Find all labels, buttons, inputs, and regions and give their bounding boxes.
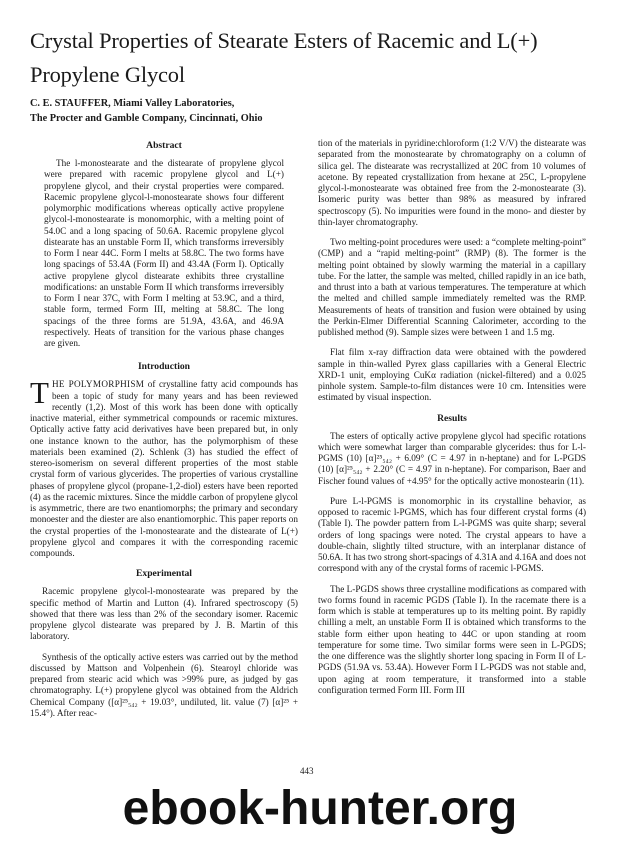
abstract-heading: Abstract [146,140,182,151]
page-number: 443 [300,766,314,776]
left-column [30,140,298,728]
paper-title: Crystal Properties of Stearate Esters of Racemic and L(+) Propylene Glycol [30,28,538,87]
introduction-paragraph [30,375,298,559]
watermark-text: ebook-hunter.org [122,782,518,835]
experimental-paragraph-4: Two melting-point procedures were used: a “complete melting-point” (CMP) and a “rapid melting-point” (RMP) (8). The former is the melting point obtained by slowly warming the material in a capillary tube. For the latter, the sample was melted, chilled rapidly in an ice bath, and thrust into a bath at various temperatures. The temperature at which the melted and chilled sample immediately remelted was the RMP. Measurements of heats of transition and fusion were obtained by using the Perkin-Elmer Differential Scanning Calorimeter, according to the published method (9). Sample sizes were between 1 and 1.5 mg. [318,237,586,337]
watermark-logo [120,772,520,842]
experimental-paragraph-3: tion of the materials in pyridine:chloroform (1:2 V/V) the distearate was separated from the monostearate by chromatography on a column of silica gel. The distearate was recrystallized at 20C from 10 volumes of acetone. By repeated crystallization from hexane at 25C, L-propylene glycol-l-monostearate was obtained free from the 2-monostearate (3). Isomeric purity was better than 98% as measured by infrared spectroscopy (5). No impurities were found in the mono- and diester by thin-layer chromatography. [318,138,586,227]
results-heading: Results [437,412,467,424]
introduction-heading: Introduction [137,361,191,373]
experimental-paragraph-5: Flat film x-ray diffraction data were obtained with the powdered sample in thin-walled Pyrex glass capillaries with a General Electric XRD-1 unit, employing CuKα radiation (nickel-filtered) and a 0.025 pinhole system. Sample-to-film distances were 10 cm. Intensities were estimated by visual inspection. [318,347,586,403]
intro-lead: HE POLYMORPHISM [51,379,145,390]
results-paragraph-1: The esters of optically active propylene glycol had specific rotations which were somewhat larger than comparable glycerides: thus for L-l-PGMS (10) [α]²⁵₅₄₂ + 6.09° (C = 4.97 in n-heptane) and for L-PGDS (10) [α]²⁵₅₄₂ + 2.20° (C = 4.97 in n-heptane). For comparison, Baer and Fischer found values of +4.95° for the optically active monostearin (11). [318,430,586,486]
right-column [318,138,586,705]
drop-cap: T [30,375,49,411]
experimental-heading: Experimental [136,568,192,580]
abstract-text: The l-monostearate and the distearate of propylene glycol were prepared with racemic propylene glycol and L(+) propylene glycol, and their crystal properties were compared. Racemic propylene glycol-l-monostearate shows four different polymorphic modifications whereas optically active propylene glycol-l-monostearate is monomorphic, with a melting point of 54.0C and a long spacing of 50.6A. Racemic propylene glycol distearate has an unstable Form II, which transforms irreversibly to Form I near 44C. Form I melts at 58.8C. The two forms have long spacings of 53.4A (Form II) and 43.4A (Form I). Optically active propylene glycol distearate exhibits three crystalline modifications: an unstable Form II which transforms irreversibly to Form I near 37C, with Form I melting at 53.9C, and a third, stable form, termed Form III, melting at 58.8C. The long spacings of the three forms are 51.9A, 43.6A, and 46.9A respectively. Heats of transition for the various phase changes are given. [44,158,284,348]
experimental-paragraph-2: Synthesis of the optically active esters was carried out by the method discussed by Mattson and Volpenhein (6). Stearoyl chloride was prepared from stearic acid which was >99% pure, as judged by gas chromatography. L(+) propylene glycol was obtained from the Aldrich Chemical Company ([α]²⁵₅₄₂ + 19.03°, undiluted, lit. value (7) [α]²⁵ + 15.4°). After reac- [30,651,298,718]
results-paragraph-3: The L-PGDS shows three crystalline modifications as compared with two forms found in racemic PGDS (Table I). In the racemate there is a form which is stable at temperatures up to its melting point. By rapidly chilling a melt, an unstable Form II is obtained which transforms to the stable form either upon heating to 44C or upon standing at room temperature for some time. Two similar forms were seen in L-PGDS; the one difference was the slightly shorter long spacing in Form II of L-PGDS (51.9A vs. 53.4A). However Form I L-PGDS was not stable and, upon aging at room temperature, it transformed into a stable configuration termed Form III. Form III [318,583,586,695]
author-line-1: C. E. STAUFFER, Miami Valley Laboratories, [30,98,235,109]
intro-text: of crystalline fatty acid compounds has been a topic of study for many years and has been reviewed recently (1,2). Most of this work has been done with optically inactive material, either symmetrical compounds or racemic mixtures. Optically active fatty acid derivatives have been prepared but, in only one instance known to the author, has the polymorphism of these materials been examined (2). Schlenk (3) has studied the effect of stereo-isomerism on several different properties of the most stable crystal form of various glycerides. The properties of various crystalline phases of propylene glycol (propane-1,2-diol) esters have been reported (4) as the racemic mixtures. Since the middle carbon of propylene glycol is asymmetric, there are two enantiomorphs; the primary and secondary monoester and the diester are also enantiomorphic. This paper reports on the crystal properties of the l-monostearate and the distearate of L(+) propylene glycol and compares it with the corresponding racemic compounds. [30,379,298,558]
author-block [30,96,330,126]
author-line-2: The Procter and Gamble Company, Cincinnati, Ohio [30,113,263,124]
experimental-paragraph-1: Racemic propylene glycol-l-monostearate was prepared by the specific method of Martin and Lutton (4). Infrared spectroscopy (5) showed that there was less than 2% of the secondary isomer. Racemic propylene glycol distearate was prepared by J. B. Martin of this laboratory. [30,586,298,642]
results-paragraph-2: Pure L-l-PGMS is monomorphic in its crystalline behavior, as opposed to racemic l-PGMS, which has four different crystal forms (4) (Table I). The powder pattern from L-l-PGMS was quite sharp; several orders of long spacings were noted. The crystal appears to have a double-chain, slightly tilted structure, with an interplanar distance of 50.6A. It has two strong short-spacings of 4.31A and 4.16A and does not correspond with any of the crystal forms of racemic l-PGMS. [318,495,586,574]
